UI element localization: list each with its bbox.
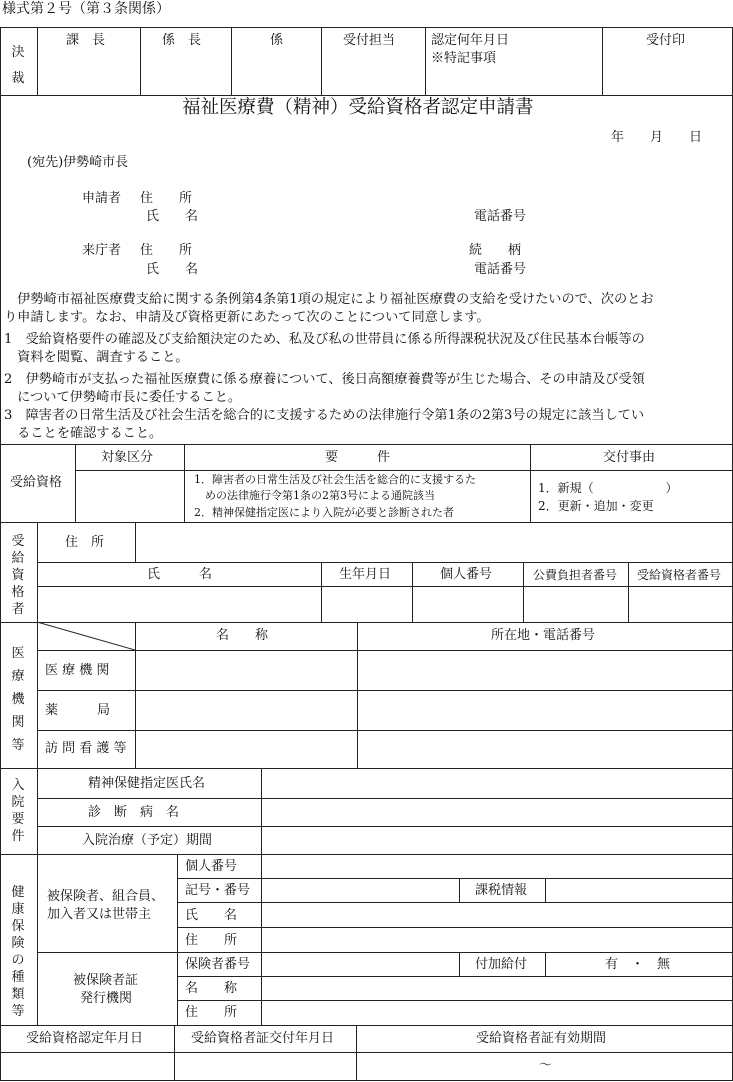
insured-label-b: 加入者又は世帯主 [47, 907, 152, 922]
uketsuke-tanto-label: 受付担当 [343, 33, 396, 48]
kakari-label: 係 [270, 33, 284, 48]
ins-name-label: 氏 名 [185, 908, 238, 923]
umu-label: 有 ・ 無 [605, 957, 671, 972]
fuka-label: 付加給付 [475, 957, 528, 972]
admission-label: 入院要件 [11, 778, 25, 844]
addressee: (宛先)伊勢崎市長 [27, 155, 129, 170]
medical-name-header: 名 称 [216, 628, 269, 643]
form-label: 様式第２号（第３条関係） [2, 1, 170, 17]
kazei-label: 課税情報 [475, 883, 528, 898]
page-title: 福祉医療費（精神）受給資格者認定申請書 [182, 97, 534, 118]
ins-address-label: 住 所 [185, 933, 238, 948]
pharmacy-label: 薬 局 [45, 703, 111, 718]
consent-line: 1 受給資格要件の確認及び支給額決定のため、私及び私の世帯員に係る所得課税状況及び住民基本台帳等の [4, 332, 645, 347]
visitor-tel-label: 電話番号 [474, 262, 527, 277]
issuer-label-b: 発行機関 [80, 991, 133, 1006]
insurance-label: 健康保険の種類等 [11, 885, 25, 1019]
diagnosis-label: 診 断 病 名 [88, 805, 180, 820]
reason-2: 2．更新・追加・変更 [538, 499, 654, 513]
consent-line: 伊勢崎市福祉医療費支給に関する条例第4条第1項の規定により福祉医療費の支給を受けたいので、次のとお [4, 292, 654, 307]
consent-line: 資料を閲覧、調査すること。 [4, 350, 189, 365]
visitor-address-label: 住 所 [140, 243, 193, 258]
reason-1: 1．新規（ ） [538, 481, 678, 495]
issuer-name-label: 名 称 [185, 981, 238, 996]
admission-period-label: 入院治療（予定）期間 [82, 833, 213, 848]
recipient-label: 受給資格者 [11, 534, 25, 617]
nintei-date-header: 受給資格認定年月日 [26, 1031, 144, 1046]
applicant-address-label: 住 所 [140, 191, 193, 206]
visitor-label: 来庁者 [82, 243, 122, 258]
requirement-1a: 1．障害者の日常生活及び社会生活を総合的に支援するた [194, 473, 476, 486]
consent-line: り申請します。なお、申請及び資格更新にあたって次のことについて同意します。 [4, 310, 490, 325]
applicant-tel-label: 電話番号 [474, 209, 527, 224]
applicant-label: 申請者 [82, 191, 122, 206]
medical-label: 医療機関等 [11, 646, 25, 753]
kofu-date-header: 受給資格者証交付年月日 [191, 1031, 335, 1046]
validity-tilde: ～ [539, 1058, 553, 1073]
validity-header: 受給資格者証有効期間 [476, 1031, 607, 1046]
requirement-1b: めの法律施行令第1条の2第3号による通院該当 [194, 489, 435, 502]
issuer-address-label: 住 所 [185, 1005, 238, 1020]
ins-kigo-label: 記号・番号 [185, 883, 251, 898]
requirement-2: 2．精神保健指定医により入院が必要と診断された者 [194, 506, 454, 519]
insured-label-a: 被保険者、組合員、 [47, 889, 165, 904]
recipient-address-label: 住 所 [65, 535, 105, 550]
hospital-label: 医 療 機 関 [45, 663, 110, 678]
visitor-relation-label: 続 柄 [469, 243, 522, 258]
kohi-number-header: 公費負担者番号 [533, 568, 618, 582]
kakaricho-label: 係 長 [162, 33, 202, 48]
eligibility-label: 受給資格 [10, 475, 63, 490]
uketsuke-in-label: 受付印 [646, 33, 686, 48]
recipient-name-header: 氏 名 [147, 567, 213, 582]
recipient-number-header: 受給資格者番号 [637, 568, 722, 582]
taisho-header: 対象区分 [101, 450, 154, 465]
consent-line: 2 伊勢崎市が支払った福祉医療費に係る療養について、後日高額療養費等が生じた場合、その申請及び受領 [4, 372, 645, 387]
tokki-label: ※特記事項 [431, 51, 497, 66]
visitor-name-label: 氏 名 [146, 262, 199, 277]
kacho-label: 課 長 [66, 33, 106, 48]
applicant-name-label: 氏 名 [146, 209, 199, 224]
doctor-name-label: 精神保健指定医氏名 [88, 776, 206, 791]
home-nursing-label: 訪 問 看 護 等 [45, 741, 127, 756]
insurer-number-label: 保険者番号 [185, 957, 251, 972]
consent-line: ることを確認すること。 [4, 426, 163, 441]
kessai-label: 決 裁 [11, 45, 38, 86]
yoken-header: 要 件 [325, 450, 391, 465]
ins-kojin-label: 個人番号 [185, 859, 238, 874]
nintei-date-label: 認定何年月日 [431, 33, 510, 48]
diagonal-slash [37, 622, 135, 650]
consent-line: について伊勢崎市長に委任すること。 [4, 390, 242, 405]
medical-location-header: 所在地・電話番号 [491, 628, 596, 643]
issuer-label-a: 被保険者証 [73, 973, 139, 988]
consent-line: 3 障害者の日常生活及び社会生活を総合的に支援するための法律施行令第1条の2第3号の規定に該当してい [4, 408, 645, 423]
birthdate-header: 生年月日 [339, 567, 392, 582]
date-line: 年 月 日 [611, 130, 703, 145]
kojin-number-header: 個人番号 [440, 567, 493, 582]
kofu-jiyu-header: 交付事由 [603, 450, 656, 465]
